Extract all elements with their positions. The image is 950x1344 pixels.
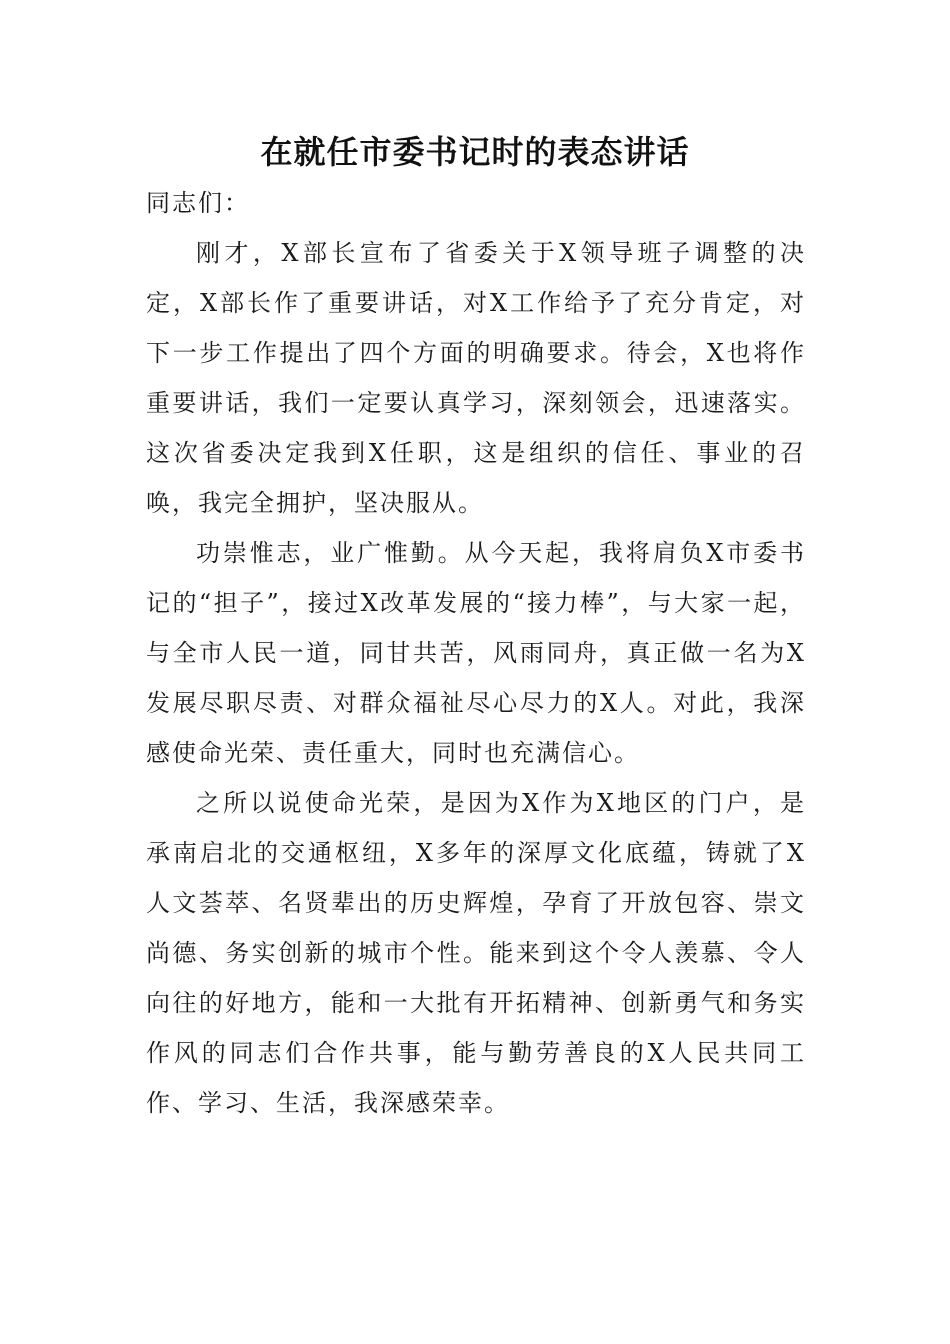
paragraph-3: 之所以说使命光荣，是因为X作为X地区的门户，是承南启北的交通枢纽，X多年的深厚文化底蕴，铸就了X人文荟萃、名贤辈出的历史辉煌，孕育了开放包容、崇文尚德、务实创新的城市个性。能来到这个令人羡慕、令人向往的好地方，能和一大批有开拓精神、创新勇气和务实作风的同志们合作共事，能与勤劳善良的X人民共同工作、学习、生活，我深感荣幸。 <box>146 789 806 1117</box>
document-body <box>146 178 806 1128</box>
salutation: 同志们： <box>146 189 250 217</box>
paragraph-2: 功崇惟志，业广惟勤。从今天起，我将肩负X市委书记的“担子”，接过X改革发展的“接力棒”，与大家一起，与全市人民一道，同甘共苦，风雨同舟，真正做一名为X发展尽职尽责、对群众福祉尽心尽力的X人。对此，我深感使命光荣、责任重大，同时也充满信心。 <box>146 539 806 767</box>
paragraph-1: 刚才，X部长宣布了省委关于X领导班子调整的决定，X部长作了重要讲话，对X工作给予了充分肯定，对下一步工作提出了四个方面的明确要求。待会，X也将作重要讲话，我们一定要认真学习，深刻领会，迅速落实。这次省委决定我到X任职，这是组织的信任、事业的召唤，我完全拥护，坚决服从。 <box>146 239 806 517</box>
document-title: 在就任市委书记时的表态讲话 <box>260 133 690 171</box>
